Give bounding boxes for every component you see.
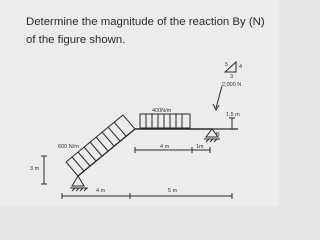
distributed-load-incline-label: 600 N/m: [58, 144, 79, 150]
height-right-label: 1.5 m: [226, 112, 240, 118]
span-top-right-label: 4 m: [160, 144, 170, 150]
distributed-load-top-label: 400N/m: [152, 108, 172, 114]
question-text: Determine the magnitude of the reaction By (N) of the figure shown.: [26, 16, 265, 46]
span-bottom-left-label: 4 m: [96, 188, 106, 194]
height-left-label: 3 m: [30, 166, 40, 172]
point-load-arrow: [216, 86, 222, 108]
triangle-label-5: 5: [225, 62, 229, 68]
beam-inclined: [78, 129, 135, 176]
point-load-label: 2,000 N: [222, 82, 242, 88]
distributed-load-top: [140, 114, 190, 128]
triangle-label-3: 3: [230, 74, 234, 80]
triangle-label-4: 4: [239, 64, 243, 70]
beam-figure: [0, 58, 279, 206]
span-bottom-right-label: 5 m: [168, 188, 178, 194]
span-small-label: 1m: [196, 144, 204, 150]
support-b-label: B: [216, 132, 220, 138]
support-a-icon: [70, 176, 88, 191]
